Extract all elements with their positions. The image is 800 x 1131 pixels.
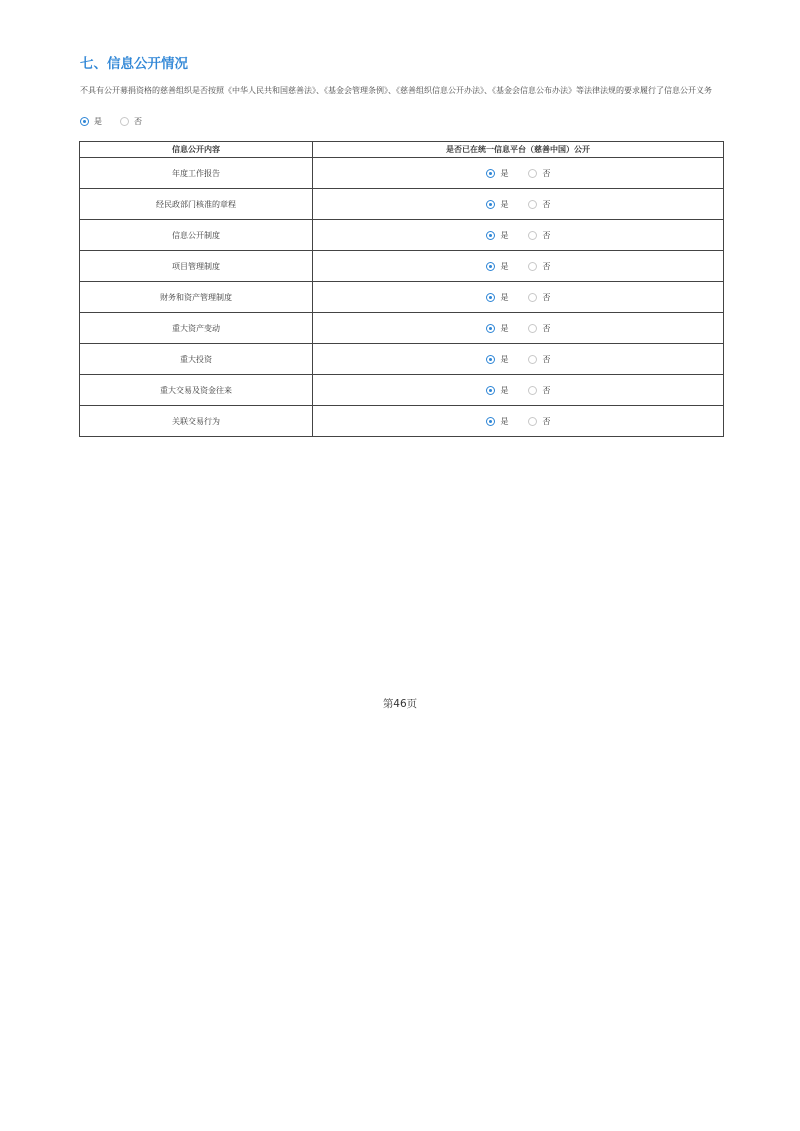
page-number: 第46页: [382, 698, 418, 710]
row-radio-cell: [313, 251, 724, 282]
row-yes-label: 是: [500, 199, 509, 209]
disclosure-answer-group: [80, 116, 156, 127]
row-no-label: 否: [542, 354, 551, 364]
table-row: [80, 220, 724, 251]
row-no-label: 否: [542, 292, 551, 302]
row-radio-cell: [313, 406, 724, 437]
row-radio-group: [313, 354, 723, 365]
row-radio-group: [313, 168, 723, 179]
answer-no-option[interactable]: [120, 116, 142, 127]
table-row: [80, 251, 724, 282]
row-label: 财务和资产管理制度: [80, 282, 313, 313]
row-label: 重大交易及资金往来: [80, 375, 313, 406]
table-row: [80, 344, 724, 375]
row-no-option[interactable]: [528, 199, 551, 210]
row-no-option[interactable]: [528, 416, 551, 427]
row-yes-option[interactable]: [486, 416, 509, 427]
intro-question: 不具有公开募捐资格的慈善组织是否按照《中华人民共和国慈善法》、《基金会管理条例》、《慈善组织信息公开办法》、《基金会信息公布办法》等法律法规的要求履行了信息公开义务: [80, 86, 712, 95]
row-no-option[interactable]: [528, 323, 551, 334]
answer-no-label: 否: [134, 117, 142, 126]
row-yes-label: 是: [500, 292, 509, 302]
row-yes-label: 是: [500, 385, 509, 395]
row-radio-no[interactable]: [528, 355, 537, 364]
row-radio-group: [313, 261, 723, 272]
row-no-option[interactable]: [528, 168, 551, 179]
row-no-label: 否: [542, 385, 551, 395]
row-radio-yes[interactable]: [486, 169, 495, 178]
row-no-label: 否: [542, 199, 551, 209]
row-yes-label: 是: [500, 416, 509, 426]
row-yes-option[interactable]: [486, 230, 509, 241]
row-radio-yes[interactable]: [486, 293, 495, 302]
row-label: 重大投资: [80, 344, 313, 375]
row-radio-no[interactable]: [528, 231, 537, 240]
row-yes-option[interactable]: [486, 385, 509, 396]
row-no-option[interactable]: [528, 230, 551, 241]
row-radio-no[interactable]: [528, 293, 537, 302]
row-no-option[interactable]: [528, 261, 551, 272]
row-yes-option[interactable]: [486, 199, 509, 210]
row-radio-group: [313, 199, 723, 210]
row-no-option[interactable]: [528, 292, 551, 303]
table-row: [80, 406, 724, 437]
row-yes-label: 是: [500, 354, 509, 364]
row-radio-group: [313, 230, 723, 241]
row-radio-cell: [313, 189, 724, 220]
answer-yes-option[interactable]: [80, 116, 102, 127]
radio-no[interactable]: [120, 117, 129, 126]
row-label: 经民政部门核准的章程: [80, 189, 313, 220]
row-label: 重大资产变动: [80, 313, 313, 344]
table-row: [80, 375, 724, 406]
row-radio-yes[interactable]: [486, 355, 495, 364]
row-yes-option[interactable]: [486, 261, 509, 272]
row-radio-cell: [313, 158, 724, 189]
row-radio-group: [313, 323, 723, 334]
row-yes-label: 是: [500, 168, 509, 178]
table-header-row: [80, 142, 724, 158]
row-yes-option[interactable]: [486, 292, 509, 303]
row-yes-label: 是: [500, 323, 509, 333]
row-radio-yes[interactable]: [486, 324, 495, 333]
answer-yes-label: 是: [94, 117, 102, 126]
table-row: [80, 313, 724, 344]
row-radio-no[interactable]: [528, 417, 537, 426]
row-no-label: 否: [542, 323, 551, 333]
row-radio-no[interactable]: [528, 262, 537, 271]
row-radio-group: [313, 292, 723, 303]
row-no-option[interactable]: [528, 354, 551, 365]
row-radio-yes[interactable]: [486, 386, 495, 395]
row-radio-cell: [313, 344, 724, 375]
column-header-published: 是否已在统一信息平台（慈善中国）公开: [313, 142, 724, 158]
table-row: [80, 189, 724, 220]
row-no-label: 否: [542, 168, 551, 178]
table-row: [80, 282, 724, 313]
row-radio-no[interactable]: [528, 200, 537, 209]
row-no-label: 否: [542, 416, 551, 426]
row-radio-yes[interactable]: [486, 417, 495, 426]
row-yes-label: 是: [500, 230, 509, 240]
row-no-option[interactable]: [528, 385, 551, 396]
row-label: 关联交易行为: [80, 406, 313, 437]
row-label: 项目管理制度: [80, 251, 313, 282]
row-yes-option[interactable]: [486, 168, 509, 179]
row-no-label: 否: [542, 261, 551, 271]
row-label: 信息公开制度: [80, 220, 313, 251]
row-radio-group: [313, 416, 723, 427]
row-radio-yes[interactable]: [486, 262, 495, 271]
row-radio-cell: [313, 282, 724, 313]
row-label: 年度工作报告: [80, 158, 313, 189]
row-radio-no[interactable]: [528, 386, 537, 395]
row-radio-yes[interactable]: [486, 200, 495, 209]
row-radio-cell: [313, 220, 724, 251]
row-radio-cell: [313, 313, 724, 344]
table-row: [80, 158, 724, 189]
column-header-content: 信息公开内容: [80, 142, 313, 158]
row-yes-label: 是: [500, 261, 509, 271]
section-title: 七、信息公开情况: [80, 56, 188, 72]
row-radio-no[interactable]: [528, 169, 537, 178]
row-radio-no[interactable]: [528, 324, 537, 333]
row-radio-yes[interactable]: [486, 231, 495, 240]
row-radio-group: [313, 385, 723, 396]
row-no-label: 否: [542, 230, 551, 240]
row-radio-cell: [313, 375, 724, 406]
radio-yes-selected[interactable]: [80, 117, 89, 126]
disclosure-table: [79, 141, 724, 437]
row-yes-option[interactable]: [486, 354, 509, 365]
row-yes-option[interactable]: [486, 323, 509, 334]
